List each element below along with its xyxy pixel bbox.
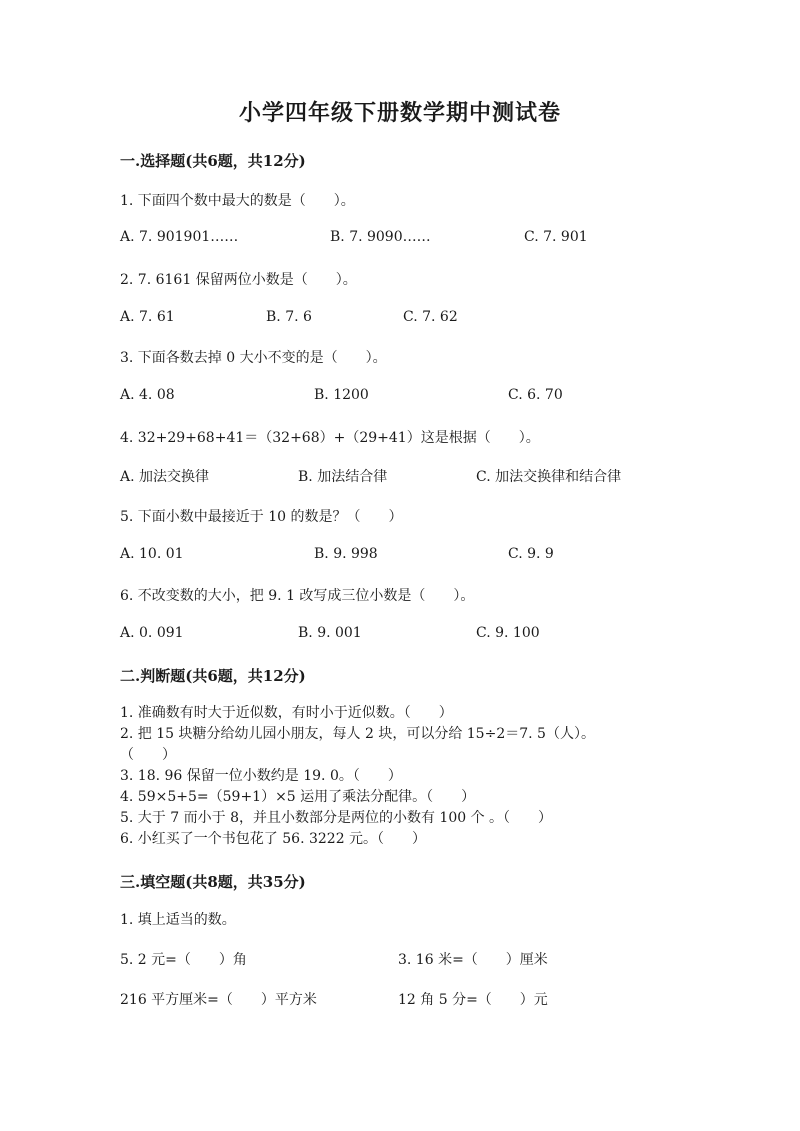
question-5-option-a: A. 10. 01	[120, 546, 184, 562]
question-3-option-b: B. 1200	[314, 387, 369, 403]
page-title: 小学四年级下册数学期中测试卷	[238, 100, 561, 126]
fill-item-4: 12 角 5 分=（ ）元	[398, 992, 548, 1008]
question-6-option-c: C. 9. 100	[476, 625, 540, 641]
fill-intro: 1. 填上适当的数。	[120, 912, 236, 928]
question-3-option-c: C. 6. 70	[508, 387, 563, 403]
question-4-option-b: B. 加法结合律	[298, 469, 388, 485]
judge-item-3: 3. 18. 96 保留一位小数约是 19. 0。（ ）	[120, 768, 402, 784]
judge-item-5: 5. 大于 7 而小于 8，并且小数部分是两位的小数有 100 个 。（ ）	[120, 810, 553, 826]
question-2-option-c: C. 7. 62	[403, 309, 458, 325]
question-4-option-c: C. 加法交换律和结合律	[476, 469, 622, 485]
question-4: 4. 32+29+68+41＝（32+68）+（29+41）这是根据（ ）。	[120, 430, 540, 446]
question-2-option-b: B. 7. 6	[266, 309, 312, 325]
question-1-option-b: B. 7. 9090……	[330, 229, 431, 245]
question-6: 6. 不改变数的大小，把 9. 1 改写成三位小数是（ ）。	[120, 588, 475, 604]
fill-item-1: 5. 2 元=（ ）角	[120, 952, 247, 968]
section-heading-choice: 一.选择题(共6题，共12分)	[120, 152, 306, 170]
question-4-option-a: A. 加法交换律	[120, 469, 210, 485]
question-3: 3. 下面各数去掉 0 大小不变的是（ ）。	[120, 350, 387, 366]
question-5-option-b: B. 9. 998	[314, 546, 378, 562]
question-2: 2. 7. 6161 保留两位小数是（ ）。	[120, 272, 357, 288]
question-1: 1. 下面四个数中最大的数是（ ）。	[120, 193, 355, 209]
question-6-option-b: B. 9. 001	[298, 625, 362, 641]
judge-item-2: 2. 把 15 块糖分给幼儿园小朋友，每人 2 块，可以分给 15÷2＝7. 5（人）。	[120, 726, 595, 742]
judge-item-1: 1. 准确数有时大于近似数，有时小于近似数。（ ）	[120, 705, 453, 721]
question-3-option-a: A. 4. 08	[120, 387, 175, 403]
section-heading-fill: 三.填空题(共8题，共35分)	[120, 873, 306, 891]
section-heading-judge: 二.判断题(共6题，共12分)	[120, 667, 306, 685]
question-6-option-a: A. 0. 091	[120, 625, 184, 641]
judge-item-6: 6. 小红买了一个书包花了 56. 3222 元。（ ）	[120, 831, 427, 847]
question-5: 5. 下面小数中最接近于 10 的数是？（ ）	[120, 509, 403, 525]
question-5-option-c: C. 9. 9	[508, 546, 554, 562]
judge-item-2-bracket: （ ）	[120, 747, 176, 763]
question-2-option-a: A. 7. 61	[120, 309, 175, 325]
question-1-option-c: C. 7. 901	[524, 229, 588, 245]
fill-item-3: 216 平方厘米=（ ）平方米	[120, 992, 317, 1008]
judge-item-4: 4. 59×5+5=（59+1）×5 运用了乘法分配律。（ ）	[120, 789, 476, 805]
question-1-option-a: A. 7. 901901……	[120, 229, 239, 245]
fill-item-2: 3. 16 米=（ ）厘米	[398, 952, 548, 968]
